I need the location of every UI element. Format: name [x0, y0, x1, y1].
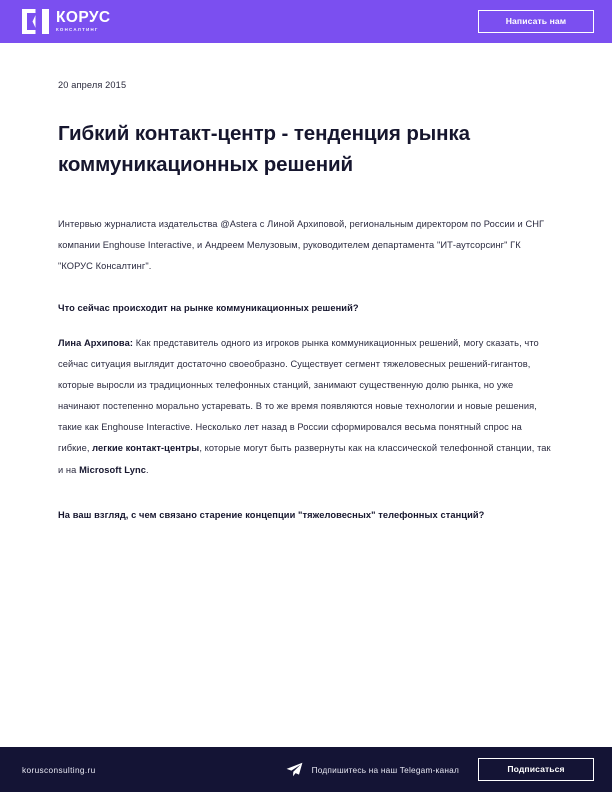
brand-subtitle: КОНСАЛТИНГ: [56, 27, 99, 33]
article-content: [0, 43, 612, 747]
telegram-promo-text: Подпишитесь на наш Telegam-канал: [311, 764, 459, 775]
telegram-promo[interactable]: [286, 762, 459, 777]
answer-text-2: , которые могут быть развернуты как на классической телефонной станции, так и на: [58, 443, 551, 475]
answer-bold-2: Microsoft Lync: [79, 464, 146, 475]
site-footer: [0, 747, 612, 792]
answer-text-3: .: [145, 464, 149, 475]
article-date: 20 апреля 2015: [58, 80, 127, 90]
question-heading-2: На ваш взгляд, с чем связано старение концепции "тяжеловесных" телефонных станций?: [58, 509, 485, 520]
page-title: Гибкий контакт-центр - тенденция рынка коммуникационных решений: [58, 122, 470, 176]
article-lede: Интервью журналиста издательства @Astera с Линой Архиповой, региональным директором по России и СНГ компании Enghouse Interactive, и Андреем Мелузовым, руководителем департамента "ИТ-аутсорсинг" ГК "КОРУС Консалтинг".: [58, 219, 545, 272]
answer-bold-1: легкие контакт-центры: [92, 443, 200, 454]
speaker-name: Лина Архипова:: [58, 337, 134, 348]
question-heading-1: Что сейчас происходит на рынке коммуникационных решений?: [58, 302, 359, 313]
write-to-us-button[interactable]: Написать нам: [478, 10, 594, 33]
site-header: [0, 0, 612, 43]
brand-name: КОРУС: [56, 9, 111, 27]
answer-paragraph-1: [58, 333, 554, 481]
footer-site-link[interactable]: korusconsulting.ru: [22, 764, 96, 775]
answer-text-1: Как представитель одного из игроков рынка коммуникационных решений, могу сказать, что сейчас ситуация выглядит достаточно своеобразно. Существует сегмент тяжеловесных решений-гигантов, которые выросли из традиционных телефонных станций, занимают существенную долю рынка, но уже начинают постепенно морально устаревать. В то же время появляются новые технологии и новые решения, такие как Enghouse Interactive. Несколько лет назад в России сформировался весьма понятный спрос на гибкие,: [58, 337, 539, 454]
brand-logo[interactable]: [22, 9, 111, 34]
korus-bracket-logo-icon: [22, 9, 49, 34]
subscribe-button[interactable]: Подписаться: [478, 758, 594, 781]
telegram-paper-plane-icon: [286, 762, 303, 777]
